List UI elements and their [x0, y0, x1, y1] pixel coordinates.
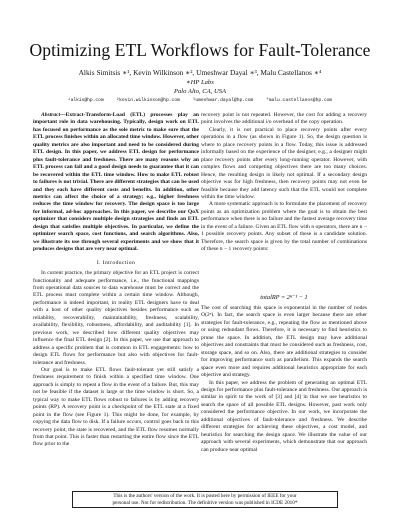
copyright-notice [72, 491, 338, 508]
right-column-lower [201, 305, 367, 454]
abstract-text: —Extract-Transform-Load (ETL) processes play an important role in data warehousing. Typically, design work on ETL has focused on performance as the sole metric to make sure that the ETL process finishes within an allocated time window. However, other quality metrics are also important and need to be considered during ETL design. In this paper, we address ETL design for performance plus fault-tolerance and freshness. There are many reasons why an ETL process can fail and a good design needs to guarantee that it can be recovered within the ETL time window. How to make ETL robust to failures is not trivial. There are different strategies that can be used and they each have different costs and benefits. In addition, other metrics can affect the choice of a strategy; e.g., higher freshness reduces the time window for recovery. The design space is too large for informal, ad-hoc approaches. In this paper, we describe our QoX optimizer that considers multiple design strategies and finds an ETL design that satisfies multiple objectives. In particular, we define the optimizer search space, cost functions, and search algorithms. Also, we illustrate its use through several experiments and we show that it produces designs that are very near optimal. [33, 112, 199, 253]
right-paragraph-3: A more systematic approach is to formulate the placement of recovery points as an optimization problem where the goal is to obtain the best performance when there is no failure and the fastest average recovery time in the event of a failure. Given an ETL flow with n operators, there are n − 1 possible recovery points. Any subset of these is a candidate solution. Therefore, the search space is given by the total number of combinations of these n − 1 recovery points: [201, 201, 367, 253]
intro-paragraph-2: Our goal is to make ETL flows fault-tolerant yet still satisfy a freshness requirement to finish within a specified time window. One approach is simply to repeat a flow in the event of a failure. But, this may not be feasible if the dataset is large or the time window is short. So, a typical way to make ETL flows robust to failures is by adding recovery points (RP). A recovery point is a checkpoint of the ETL state at a fixed point in the flow (see Figure 1). This might be done, for example, by copying the data flow to disk. If a failure occurs, control goes back to this recovery point, the state is recovered, and the ETL flow resumes normally from that point. This is faster than restarting the entire flow since the ETL flow prior to the [33, 366, 199, 448]
right-column [201, 112, 367, 254]
author-list: Alkis Simitsis ∗¹, Kevin Wilkinson ∗², Umeshwar Dayal ∗³, Malu Castellanos ∗⁴ [78, 68, 322, 77]
affiliation [0, 78, 400, 96]
section-heading-introduction: I. Introduction [96, 259, 136, 266]
equation-total-rp: totalRP = 2ⁿ⁻¹ − 1 [260, 294, 308, 301]
email-3[interactable]: ³umeshwar.dayal@hp.com [192, 98, 254, 103]
right-paragraph-2: Clearly, it is not practical to place recovery points after every operations in a flow (as shown in Figure 1). So, the design question is where to place recovery points in a flow. Today, this issue is addressed informally based on the experience of the designer, e.g., a designer might place recovery points after every long-running operator. However, with complex flows and competing objectives there are too many choices. Hence, the resulting design is likely not optimal. If a secondary design objective was for high freshness, then recovery points may not even be feasible because they add latency such that the ETL would not complete within the time window. [201, 126, 367, 200]
email-1[interactable]: ¹alkis@hp.com [67, 98, 104, 103]
email-2[interactable]: ²kevin.wilkinson@hp.com [116, 98, 180, 103]
affiliation-org: ∗HP Labs [186, 79, 214, 86]
abstract [33, 112, 199, 254]
email-4[interactable]: ⁴malu.castellanos@hp.com [266, 98, 333, 103]
right-paragraph-5: In this paper, we address the problem of generating an optimal ETL design for performance plus fault-tolerance and freshness. Our approach is similar in spirit to the work of [3] and [4] in that we use heuristics to search the space of all possible ETL designs. However, past work only considered the performance objective. In our work, we incorporate the additional objectives of fault-tolerance and freshness. We describe different strategies for achieving these objectives, a cost model, and heuristics for searching the design space. We illustrate the value of our approach with several experiments, which demonstrate that our approach can produce near optimal [201, 379, 367, 453]
abstract-head: Abstract [41, 112, 61, 118]
affiliation-location: Palo Alto, CA, USA [173, 88, 227, 95]
notice-line-2: personal use. Not for redistribution. The definitive version was published in ICDE 2010* [112, 499, 298, 506]
right-paragraph-4: The cost of searching this space is exponential in the number of nodes O(2ⁿ). In fact, the search space is even larger because there are other strategies for fault-tolerance, e.g., repeating the flow as mentioned above or using redundant flows. Therefore, it is necessary to find heuristics to prune the space. In addition, the ETL design may have additional objectives and constraints that must be considered such as freshness, cost, storage space, and so on. Also, there are additional strategies to consider for improving performance such as parallelism. This expands the search space even more and requires additional heuristics appropriate for each objective and strategy. [201, 305, 367, 379]
right-paragraph-1: recovery point is not repeated. However, the cost for adding a recovery point involves the additional i/o overhead of the copy operation. [201, 112, 367, 126]
left-column [33, 112, 199, 449]
notice-line-1: This is the authors' version of the work. It is posted here by permission of IEEE for your [113, 493, 297, 499]
author-emails [0, 98, 400, 103]
intro-paragraph-1: In current practice, the primary objective for an ETL project is correct functionality and adequate performance, i.e., the functional mappings from operational data sources to data warehouse must be correct and the ETL process must complete within a certain time window. Although, performance is indeed important, in reality ETL designers have to deal with a host of other quality objectives besides performance such as reliability, recoverability, maintainability, freshness, scalability, availability, flexibility, robustness, affordability, and auditability [1]. In previous work, we described how different quality objectives may influence the final ETL design [2]. In this paper, we use that approach to address a specific problem that is common in ETL engagements: how to design ETL flows for performance but also with objectives for fault-tolerance and freshness. [33, 270, 199, 366]
paper-title: Optimizing ETL Workflows for Fault-Tolerance [29, 40, 371, 60]
